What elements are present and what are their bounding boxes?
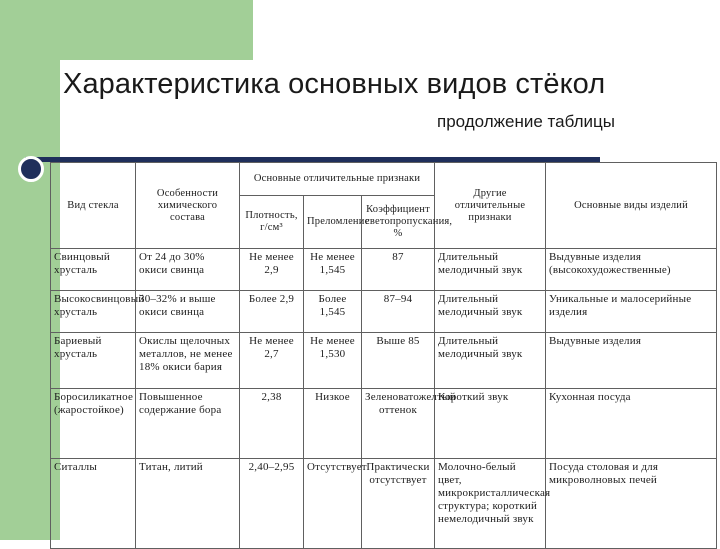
cell-other: Короткий звук <box>435 389 546 459</box>
header-products: Основные виды изделий <box>546 163 717 249</box>
cell-other: Молочно-белый цвет, микрокристаллическая структура; короткий немелодичный звук <box>435 459 546 549</box>
cell-products: Посуда столовая и для микроволновых печей <box>546 459 717 549</box>
cell-chem: От 24 до 30% окиси свинца <box>136 249 240 291</box>
header-other: Другие отличительные признаки <box>435 163 546 249</box>
header-refraction: Преломление <box>304 196 362 249</box>
cell-type: Боросиликатное (жаростойкое) <box>51 389 136 459</box>
cell-products: Выдувные изделия <box>546 333 717 389</box>
table-header-row <box>51 163 717 196</box>
cell-density: 2,38 <box>240 389 304 459</box>
cell-transmission: 87–94 <box>362 291 435 333</box>
cell-products: Кухонная посуда <box>546 389 717 459</box>
slide-title: Характеристика основных видов стёкол <box>63 68 606 100</box>
glass-types-table <box>50 162 717 549</box>
cell-refraction: Не менее 1,530 <box>304 333 362 389</box>
cell-chem: 30–32% и выше окиси свинца <box>136 291 240 333</box>
cell-other: Длительный мелодичный звук <box>435 333 546 389</box>
cell-products: Выдувные изделия (высокохудожественные) <box>546 249 717 291</box>
table-row <box>51 249 717 291</box>
cell-density: Более 2,9 <box>240 291 304 333</box>
slide-subtitle: продолжение таблицы <box>437 112 615 131</box>
cell-type: Высокосвинцовый хрусталь <box>51 291 136 333</box>
cell-products: Уникальные и малосерийные изделия <box>546 291 717 333</box>
cell-chem: Титан, литий <box>136 459 240 549</box>
divider-knob <box>18 156 44 182</box>
cell-other: Длительный мелодичный звук <box>435 291 546 333</box>
cell-chem: Повышенное содержание бора <box>136 389 240 459</box>
cell-refraction: Низкое <box>304 389 362 459</box>
cell-refraction: Более 1,545 <box>304 291 362 333</box>
cell-transmission: 87 <box>362 249 435 291</box>
cell-type: Бариевый хрусталь <box>51 333 136 389</box>
header-density: Плотность, г/см³ <box>240 196 304 249</box>
cell-chem: Окислы щелочных металлов, не менее 18% окиси бария <box>136 333 240 389</box>
header-chem: Особенности химического состава <box>136 163 240 249</box>
table-row <box>51 389 717 459</box>
cell-density: Не менее 2,7 <box>240 333 304 389</box>
table-row <box>51 459 717 549</box>
table-row <box>51 291 717 333</box>
cell-refraction: Не менее 1,545 <box>304 249 362 291</box>
cell-transmission: Зеленоватожелтый оттенок <box>362 389 435 459</box>
header-group: Основные отличительные признаки <box>240 163 435 196</box>
header-transmission: Коэффициент светопропускания, % <box>362 196 435 249</box>
cell-transmission: Выше 85 <box>362 333 435 389</box>
header-type: Вид стекла <box>51 163 136 249</box>
cell-density: Не менее 2,9 <box>240 249 304 291</box>
table-row <box>51 333 717 389</box>
cell-transmission: Практически отсутствует <box>362 459 435 549</box>
cell-density: 2,40–2,95 <box>240 459 304 549</box>
cell-type: Ситаллы <box>51 459 136 549</box>
cell-type: Свинцовый хрусталь <box>51 249 136 291</box>
cell-refraction: Отсутствует <box>304 459 362 549</box>
cell-other: Длительный мелодичный звук <box>435 249 546 291</box>
